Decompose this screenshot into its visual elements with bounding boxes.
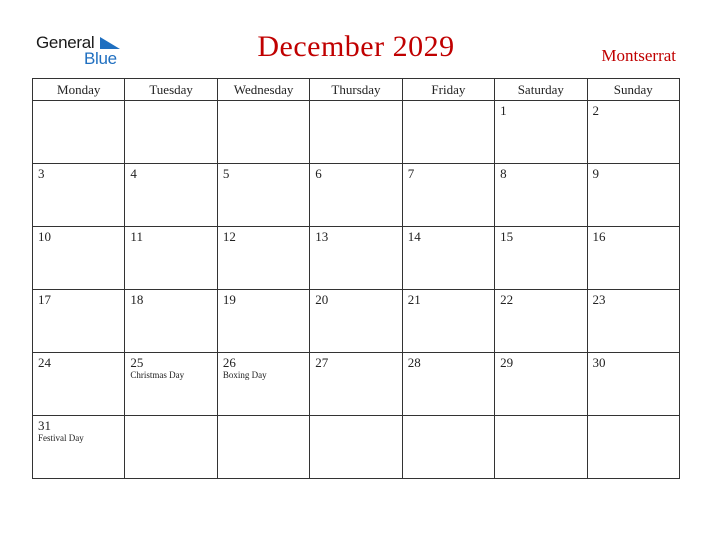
week-row bbox=[33, 101, 680, 164]
day-cell bbox=[217, 227, 309, 290]
day-number: 21 bbox=[407, 292, 421, 307]
day-cell bbox=[587, 164, 679, 227]
day-number: 5 bbox=[222, 166, 230, 181]
week-row bbox=[33, 227, 680, 290]
day-cell bbox=[495, 353, 587, 416]
day-number: 12 bbox=[222, 229, 236, 244]
day-cell bbox=[33, 227, 125, 290]
day-cell bbox=[125, 416, 217, 479]
day-number: 4 bbox=[130, 166, 137, 181]
day-number: 13 bbox=[315, 229, 329, 244]
day-number: 29 bbox=[500, 355, 514, 370]
day-cell bbox=[33, 416, 125, 479]
day-cell bbox=[495, 164, 587, 227]
day-cell bbox=[310, 164, 402, 227]
day-number: 18 bbox=[130, 292, 144, 307]
weekday-monday: Monday bbox=[33, 79, 125, 101]
weekday-thursday: Thursday bbox=[310, 79, 402, 101]
holiday-label: Boxing Day bbox=[222, 370, 267, 380]
day-number: 8 bbox=[500, 166, 507, 181]
day-number: 25 bbox=[130, 355, 144, 370]
day-cell bbox=[33, 101, 125, 164]
day-cell bbox=[125, 290, 217, 353]
week-row bbox=[33, 290, 680, 353]
day-number: 27 bbox=[315, 355, 329, 370]
day-number: 16 bbox=[592, 229, 606, 244]
weekday-friday: Friday bbox=[402, 79, 494, 101]
day-number: 19 bbox=[222, 292, 236, 307]
calendar-title: December 2029 bbox=[257, 30, 455, 63]
day-number: 26 bbox=[222, 355, 236, 370]
day-cell bbox=[310, 416, 402, 479]
day-cell bbox=[495, 290, 587, 353]
day-number: 17 bbox=[38, 292, 51, 307]
week-row bbox=[33, 164, 680, 227]
day-cell bbox=[217, 290, 309, 353]
weekday-sunday: Sunday bbox=[587, 79, 679, 101]
day-cell bbox=[402, 290, 494, 353]
day-cell bbox=[587, 101, 679, 164]
weekday-header-row bbox=[33, 79, 680, 101]
day-cell bbox=[33, 290, 125, 353]
day-number: 24 bbox=[38, 355, 51, 370]
day-number: 11 bbox=[130, 229, 143, 244]
day-number: 14 bbox=[407, 229, 421, 244]
day-number: 22 bbox=[500, 292, 514, 307]
day-cell bbox=[587, 227, 679, 290]
day-number: 1 bbox=[500, 103, 507, 118]
day-number: 28 bbox=[407, 355, 421, 370]
day-cell bbox=[310, 290, 402, 353]
day-number: 30 bbox=[592, 355, 606, 370]
holiday-label: Festival Day bbox=[38, 433, 84, 443]
weekday-tuesday: Tuesday bbox=[125, 79, 217, 101]
day-cell bbox=[217, 164, 309, 227]
day-cell bbox=[402, 164, 494, 227]
week-row bbox=[33, 353, 680, 416]
day-cell bbox=[217, 353, 309, 416]
day-cell bbox=[125, 227, 217, 290]
country-label: Montserrat bbox=[601, 46, 676, 65]
week-row bbox=[33, 416, 680, 479]
weekday-saturday: Saturday bbox=[495, 79, 587, 101]
day-cell bbox=[495, 416, 587, 479]
day-number: 6 bbox=[315, 166, 322, 181]
day-cell bbox=[402, 101, 494, 164]
day-cell bbox=[495, 101, 587, 164]
weekday-wednesday: Wednesday bbox=[217, 79, 309, 101]
day-cell bbox=[587, 416, 679, 479]
calendar-grid bbox=[32, 78, 680, 479]
day-cell bbox=[402, 227, 494, 290]
day-cell bbox=[310, 353, 402, 416]
day-cell bbox=[217, 101, 309, 164]
day-number: 23 bbox=[592, 292, 606, 307]
day-cell bbox=[587, 290, 679, 353]
day-cell bbox=[402, 353, 494, 416]
day-cell bbox=[495, 227, 587, 290]
day-cell bbox=[310, 227, 402, 290]
day-cell bbox=[33, 164, 125, 227]
day-cell bbox=[125, 101, 217, 164]
day-cell bbox=[402, 416, 494, 479]
day-number: 3 bbox=[38, 166, 45, 181]
day-cell bbox=[125, 353, 217, 416]
day-number: 20 bbox=[315, 292, 329, 307]
day-number: 15 bbox=[500, 229, 514, 244]
day-cell bbox=[125, 164, 217, 227]
day-number: 10 bbox=[38, 229, 51, 244]
day-cell bbox=[217, 416, 309, 479]
logo-word-general: General bbox=[36, 33, 95, 52]
day-number: 31 bbox=[38, 418, 51, 433]
logo-word-blue: Blue bbox=[84, 49, 117, 68]
holiday-label: Christmas Day bbox=[130, 370, 185, 380]
day-cell bbox=[587, 353, 679, 416]
day-number: 9 bbox=[592, 166, 600, 181]
day-number: 2 bbox=[592, 103, 600, 118]
day-cell bbox=[310, 101, 402, 164]
day-number: 7 bbox=[407, 166, 415, 181]
day-cell bbox=[33, 353, 125, 416]
